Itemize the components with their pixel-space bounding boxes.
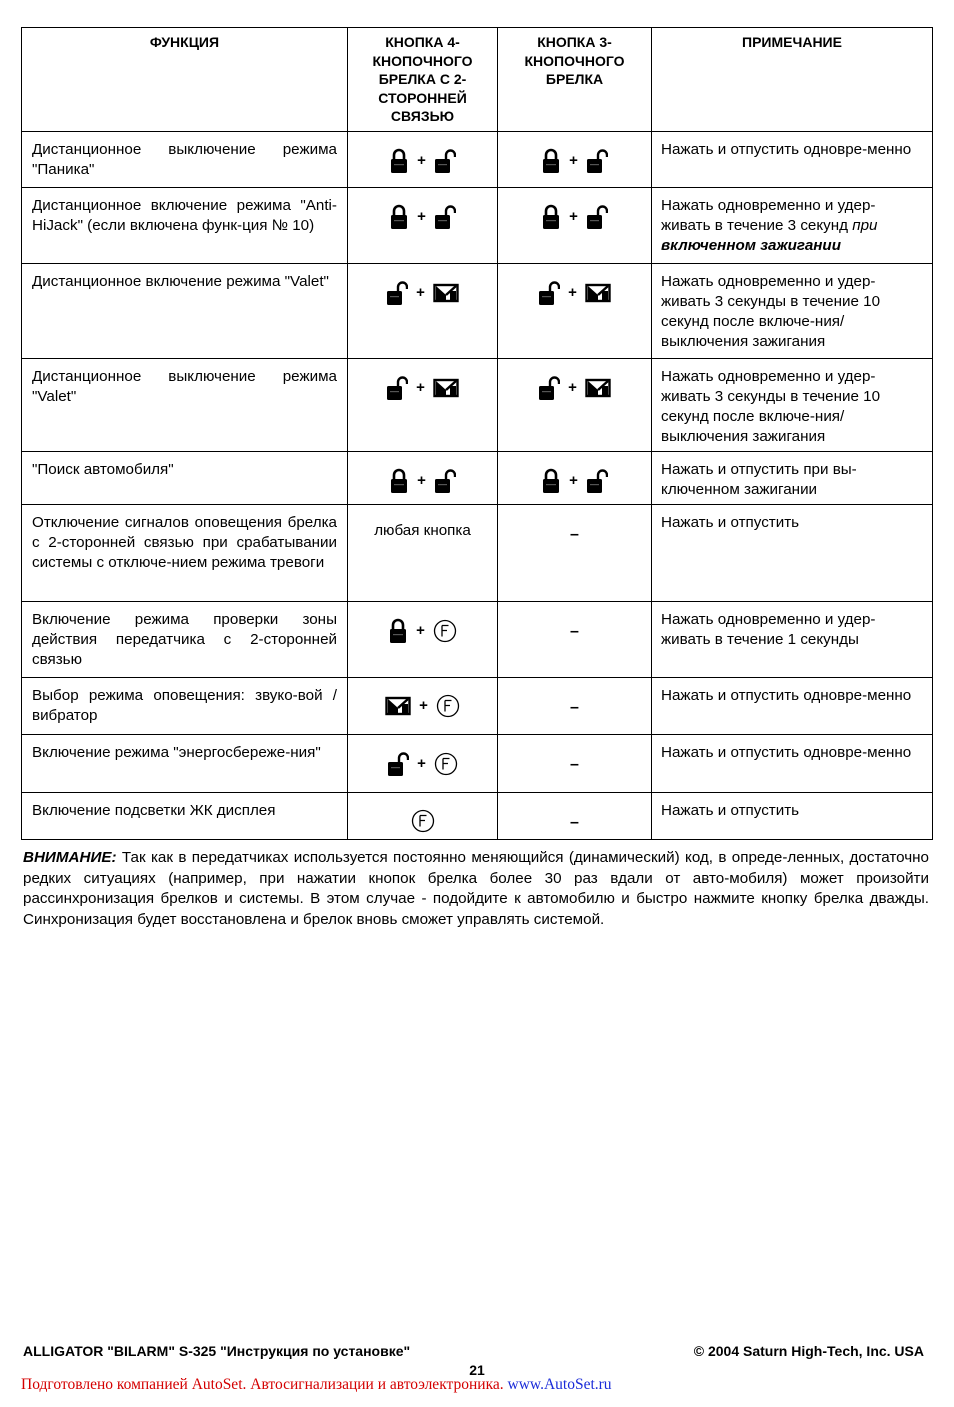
function-cell: "Поиск автомобиля": [22, 452, 348, 505]
key3-cell: [498, 452, 652, 505]
function-cell: Включение режима проверки зоны действия передатчика с 2-сторонней связью: [22, 602, 348, 678]
key3-cell: [498, 188, 652, 264]
table-row: [22, 359, 933, 452]
unlock-icon: [434, 148, 456, 174]
unlock-icon: [538, 280, 560, 306]
note-cell: [652, 188, 933, 264]
table-header-row: [22, 28, 933, 132]
note-cell: [652, 505, 933, 602]
header-note: ПРИМЕЧАНИЕ: [652, 28, 933, 132]
unlock-icon: [434, 468, 456, 494]
plus-sign: +: [569, 472, 578, 489]
key-combination: [387, 751, 458, 777]
table-row: [22, 505, 933, 602]
function-cell: Дистанционное выключение режима "Valet": [22, 359, 348, 452]
footer-title: ALLIGATOR "BILARM" S-325 "Инструкция по установке": [23, 1343, 411, 1359]
key3-text: –: [570, 623, 579, 640]
table-row: [22, 264, 933, 359]
header-key3: КНОПКА 3-КНОПОЧНОГО БРЕЛКА: [498, 28, 652, 132]
unlock-icon: [386, 280, 408, 306]
key-combination: [389, 148, 456, 174]
key-combination: [538, 375, 611, 401]
table-row: [22, 452, 933, 505]
key3-cell: [498, 264, 652, 359]
plus-sign: +: [417, 472, 426, 489]
key3-cell: [498, 793, 652, 840]
plus-sign: +: [568, 284, 577, 301]
note-text: Нажать и отпустить одновре-менно: [661, 141, 912, 158]
lock-icon: [389, 204, 409, 230]
key4-cell: [348, 132, 498, 188]
note-text: Нажать и отпустить одновре-менно: [661, 744, 912, 761]
function-cell: Включение подсветки ЖК дисплея: [22, 793, 348, 840]
note-cell: [652, 602, 933, 678]
plus-sign: +: [419, 697, 428, 714]
note-cell: [652, 793, 933, 840]
f-button-icon: [411, 809, 435, 833]
unlock-icon: [434, 204, 456, 230]
note-text: Нажать одновременно и удер-живать в течение 1 секунды: [661, 611, 876, 648]
plus-sign: +: [568, 379, 577, 396]
key3-cell: [498, 602, 652, 678]
note-cell: [652, 359, 933, 452]
trunk-icon: [433, 283, 459, 303]
lock-icon: [541, 468, 561, 494]
lock-icon: [388, 618, 408, 644]
key4-cell: [348, 602, 498, 678]
trunk-icon: [585, 378, 611, 398]
plus-sign: +: [416, 284, 425, 301]
key3-cell: [498, 505, 652, 602]
function-cell: Выбор режима оповещения: звуко-вой /вибратор: [22, 678, 348, 735]
key4-cell: [348, 359, 498, 452]
note-text: Нажать одновременно и удер-живать 3 секунды в течение 10 секунд после включе-ния/выключения зажигания: [661, 368, 881, 445]
key-combination: [541, 204, 608, 230]
note-text: Нажать и отпустить одновре-менно: [661, 687, 912, 704]
plus-sign: +: [417, 208, 426, 225]
warning-paragraph: [23, 848, 929, 930]
unlock-icon: [538, 375, 560, 401]
warning-label: ВНИМАНИЕ:: [23, 849, 117, 866]
key-combination: [388, 618, 457, 644]
table-row: [22, 602, 933, 678]
key3-cell: [498, 359, 652, 452]
table-row: [22, 735, 933, 793]
key4-cell: [348, 264, 498, 359]
unlock-icon: [387, 751, 409, 777]
key3-cell: [498, 132, 652, 188]
key-combination: [389, 204, 456, 230]
note-text: Нажать и отпустить при вы-ключенном зажигании: [661, 461, 857, 498]
f-button-icon: [433, 619, 457, 643]
note-cell: [652, 264, 933, 359]
page-number: 21: [469, 1362, 485, 1378]
unlock-icon: [586, 468, 608, 494]
lock-icon: [389, 468, 409, 494]
key-combination: [389, 468, 456, 494]
plus-sign: +: [569, 152, 578, 169]
note-cell: [652, 452, 933, 505]
key-combination: [385, 694, 460, 718]
function-cell: Включение режима "энергосбереже-ния": [22, 735, 348, 793]
credit-link[interactable]: www.AutoSet.ru: [507, 1376, 612, 1393]
table-row: [22, 678, 933, 735]
key-combination: [386, 280, 459, 306]
plus-sign: +: [569, 208, 578, 225]
function-cell: Отключение сигналов оповещения брелка с 2-сторонней связью при срабатывании системы с отключе-нием режима тревоги: [22, 505, 348, 602]
functions-table: [21, 27, 933, 840]
note-cell: [652, 735, 933, 793]
key3-text: –: [570, 526, 579, 543]
key4-cell: [348, 793, 498, 840]
header-function: ФУНКЦИЯ: [22, 28, 348, 132]
unlock-icon: [586, 148, 608, 174]
lock-icon: [389, 148, 409, 174]
trunk-icon: [585, 283, 611, 303]
function-cell: Дистанционное включение режима "Anti-HiJack" (если включена функ-ция № 10): [22, 188, 348, 264]
note-cell: [652, 132, 933, 188]
lock-icon: [541, 204, 561, 230]
key-combination: [411, 809, 435, 833]
plus-sign: +: [417, 755, 426, 772]
credit-text: Подготовлено компанией AutoSet. Автосигнализации и автоэлектроника.: [21, 1376, 508, 1393]
f-button-icon: [434, 752, 458, 776]
plus-sign: +: [416, 379, 425, 396]
lock-icon: [541, 148, 561, 174]
f-button-icon: [436, 694, 460, 718]
note-text: Нажать одновременно и удер-живать в течение 3 секунд: [661, 197, 876, 234]
key4-cell: [348, 452, 498, 505]
key-combination: [538, 280, 611, 306]
function-cell: Дистанционное включение режима "Valet": [22, 264, 348, 359]
plus-sign: +: [416, 622, 425, 639]
trunk-icon: [385, 696, 411, 716]
unlock-icon: [586, 204, 608, 230]
footer-copyright: © 2004 Saturn High-Tech, Inc. USA: [693, 1343, 924, 1359]
note-text: Нажать и отпустить: [661, 802, 800, 819]
table-row: [22, 132, 933, 188]
key3-cell: [498, 678, 652, 735]
table-row: [22, 793, 933, 840]
note-cell: [652, 678, 933, 735]
key3-text: –: [570, 756, 579, 773]
key4-cell: [348, 188, 498, 264]
table-row: [22, 188, 933, 264]
function-cell: Дистанционное выключение режима "Паника": [22, 132, 348, 188]
header-key4: КНОПКА 4-КНОПОЧНОГО БРЕЛКА С 2-СТОРОННЕЙ СВЯЗЬЮ: [348, 28, 498, 132]
trunk-icon: [433, 378, 459, 398]
note-text: Нажать и отпустить: [661, 514, 800, 531]
key-combination: [541, 468, 608, 494]
key3-cell: [498, 735, 652, 793]
key4-text: любая кнопка: [374, 522, 471, 539]
credit-line: [21, 1376, 612, 1394]
key3-text: –: [570, 699, 579, 716]
key4-cell: [348, 505, 498, 602]
key-combination: [386, 375, 459, 401]
note-emphasis: при включенном зажигании: [661, 217, 878, 254]
key3-text: –: [570, 814, 579, 831]
key4-cell: [348, 678, 498, 735]
plus-sign: +: [417, 152, 426, 169]
unlock-icon: [386, 375, 408, 401]
key4-cell: [348, 735, 498, 793]
key-combination: [541, 148, 608, 174]
warning-text: Так как в передатчиках используется постоянно меняющийся (динамический) код, в опреде-ленных, достаточно редких ситуациях (например, при нажатии кнопок брелка более 30 раз вдали от авто-мобиля) может произойти рассинхронизация брелков и системы. В этом случае - подойдите к автомобилю и быстро нажмите кнопку брелка дважды. Синхронизация будет восстановлена и брелок вновь сможет управлять системой.: [23, 849, 929, 928]
note-text: Нажать одновременно и удер-живать 3 секунды в течение 10 секунд после включе-ния/выключения зажигания: [661, 273, 881, 350]
